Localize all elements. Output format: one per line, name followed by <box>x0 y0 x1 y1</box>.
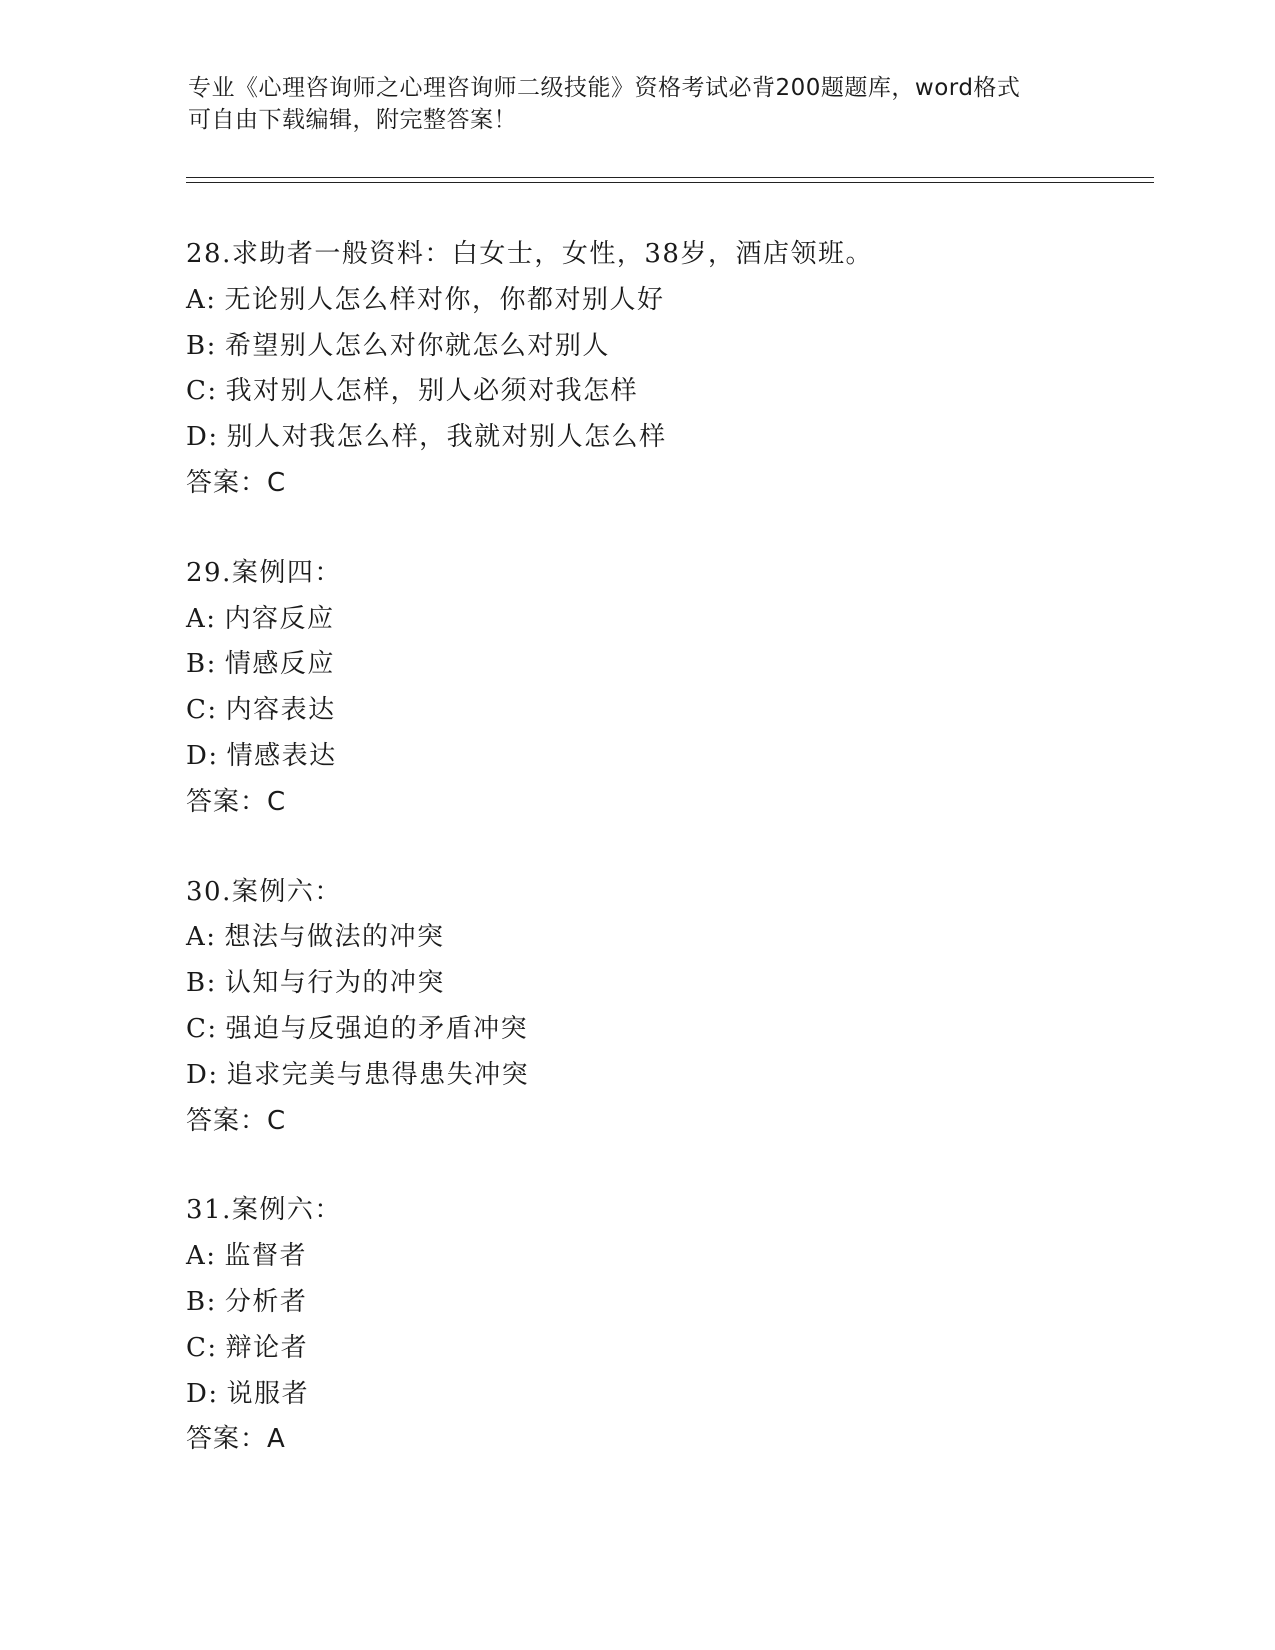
option-text: 追求完美与患得患失冲突 <box>226 1059 530 1090</box>
option-key: C <box>186 376 208 407</box>
option-text: 想法与做法的冲突 <box>224 922 445 953</box>
option-key: C <box>186 1332 208 1363</box>
option-d: D: 说服者 <box>186 1372 1146 1418</box>
question-number: 28. <box>186 239 232 269</box>
question-number: 30. <box>186 876 232 907</box>
option-key: D <box>186 740 209 771</box>
option-a: A: 想法与做法的冲突 <box>186 915 1146 961</box>
option-d: D: 情感表达 <box>186 734 1146 780</box>
answer-value: C <box>267 467 287 498</box>
question-stem <box>186 232 1146 278</box>
answer-value: C <box>267 1105 287 1136</box>
option-text: 认知与行为的冲突 <box>224 968 445 999</box>
option-c: C: 内容表达 <box>186 688 1146 734</box>
answer-label: 答案： <box>186 467 268 498</box>
question-28 <box>186 232 1146 507</box>
option-key: A <box>186 1241 207 1272</box>
header-line-2: 可自由下载编辑，附完整答案！ <box>188 107 517 133</box>
question-29 <box>186 551 1146 826</box>
header-line-1: 专业《心理咨询师之心理咨询师二级技能》资格考试必背200题题库，word格式 <box>188 75 1021 101</box>
option-key: D <box>186 422 209 453</box>
option-a: A: 无论别人怎么样对你，你都对别人好 <box>186 278 1146 324</box>
option-text: 分析者 <box>224 1286 308 1317</box>
answer-value: C <box>267 786 287 817</box>
question-stem <box>186 870 1146 916</box>
option-d: D: 别人对我怎么样，我就对别人怎么样 <box>186 415 1146 461</box>
question-list <box>186 232 1146 1507</box>
option-c: C: 辩论者 <box>186 1326 1146 1372</box>
option-b: B: 认知与行为的冲突 <box>186 961 1146 1007</box>
option-key: B <box>186 1286 207 1317</box>
option-key: A <box>186 922 207 953</box>
question-stem <box>186 1188 1146 1234</box>
option-key: D <box>186 1378 209 1409</box>
answer-label: 答案： <box>186 1424 268 1455</box>
option-a: A: 监督者 <box>186 1234 1146 1280</box>
option-key: B <box>186 968 207 999</box>
answer-value: A <box>267 1424 286 1455</box>
answer-label: 答案： <box>186 786 268 817</box>
option-b: B: 情感反应 <box>186 642 1146 688</box>
option-text: 内容表达 <box>225 695 336 726</box>
option-text: 内容反应 <box>224 603 335 634</box>
option-a: A: 内容反应 <box>186 597 1146 643</box>
option-text: 情感反应 <box>224 649 335 680</box>
option-b: B: 希望别人怎么对你就怎么对别人 <box>186 324 1146 370</box>
option-key: C <box>186 695 208 726</box>
option-key: A <box>186 603 207 634</box>
option-b: B: 分析者 <box>186 1280 1146 1326</box>
answer-line <box>186 780 1146 826</box>
option-key: B <box>186 330 207 361</box>
question-31 <box>186 1188 1146 1463</box>
answer-line <box>186 461 1146 507</box>
option-text: 情感表达 <box>226 740 337 771</box>
option-text: 希望别人怎么对你就怎么对别人 <box>224 330 610 361</box>
option-key: C <box>186 1013 208 1044</box>
answer-line <box>186 1417 1146 1463</box>
option-text: 辩论者 <box>225 1332 309 1363</box>
answer-line <box>186 1099 1146 1145</box>
option-key: A <box>186 284 207 315</box>
page-header <box>188 72 1068 136</box>
answer-label: 答案： <box>186 1105 268 1136</box>
question-text: 案例六： <box>231 1195 342 1226</box>
option-text: 我对别人怎样，别人必须对我怎样 <box>225 376 639 407</box>
question-number: 29. <box>186 557 232 588</box>
option-key: D <box>186 1059 209 1090</box>
header-divider-bottom <box>186 182 1154 183</box>
option-text: 监督者 <box>224 1241 308 1272</box>
question-stem <box>186 551 1146 597</box>
option-text: 无论别人怎么样对你，你都对别人好 <box>224 284 665 315</box>
question-number: 31. <box>186 1195 232 1226</box>
option-key: B <box>186 649 207 680</box>
option-c: C: 我对别人怎样，别人必须对我怎样 <box>186 369 1146 415</box>
question-text: 案例四： <box>231 557 342 588</box>
option-d: D: 追求完美与患得患失冲突 <box>186 1053 1146 1099</box>
question-text: 求助者一般资料：白女士，女性，38岁，酒店领班。 <box>231 239 873 269</box>
option-text: 强迫与反强迫的矛盾冲突 <box>225 1013 529 1044</box>
question-text: 案例六： <box>231 876 342 907</box>
question-30 <box>186 870 1146 1145</box>
option-c: C: 强迫与反强迫的矛盾冲突 <box>186 1007 1146 1053</box>
option-text: 别人对我怎么样，我就对别人怎么样 <box>226 422 667 453</box>
option-text: 说服者 <box>226 1378 310 1409</box>
header-divider-top <box>186 177 1154 178</box>
